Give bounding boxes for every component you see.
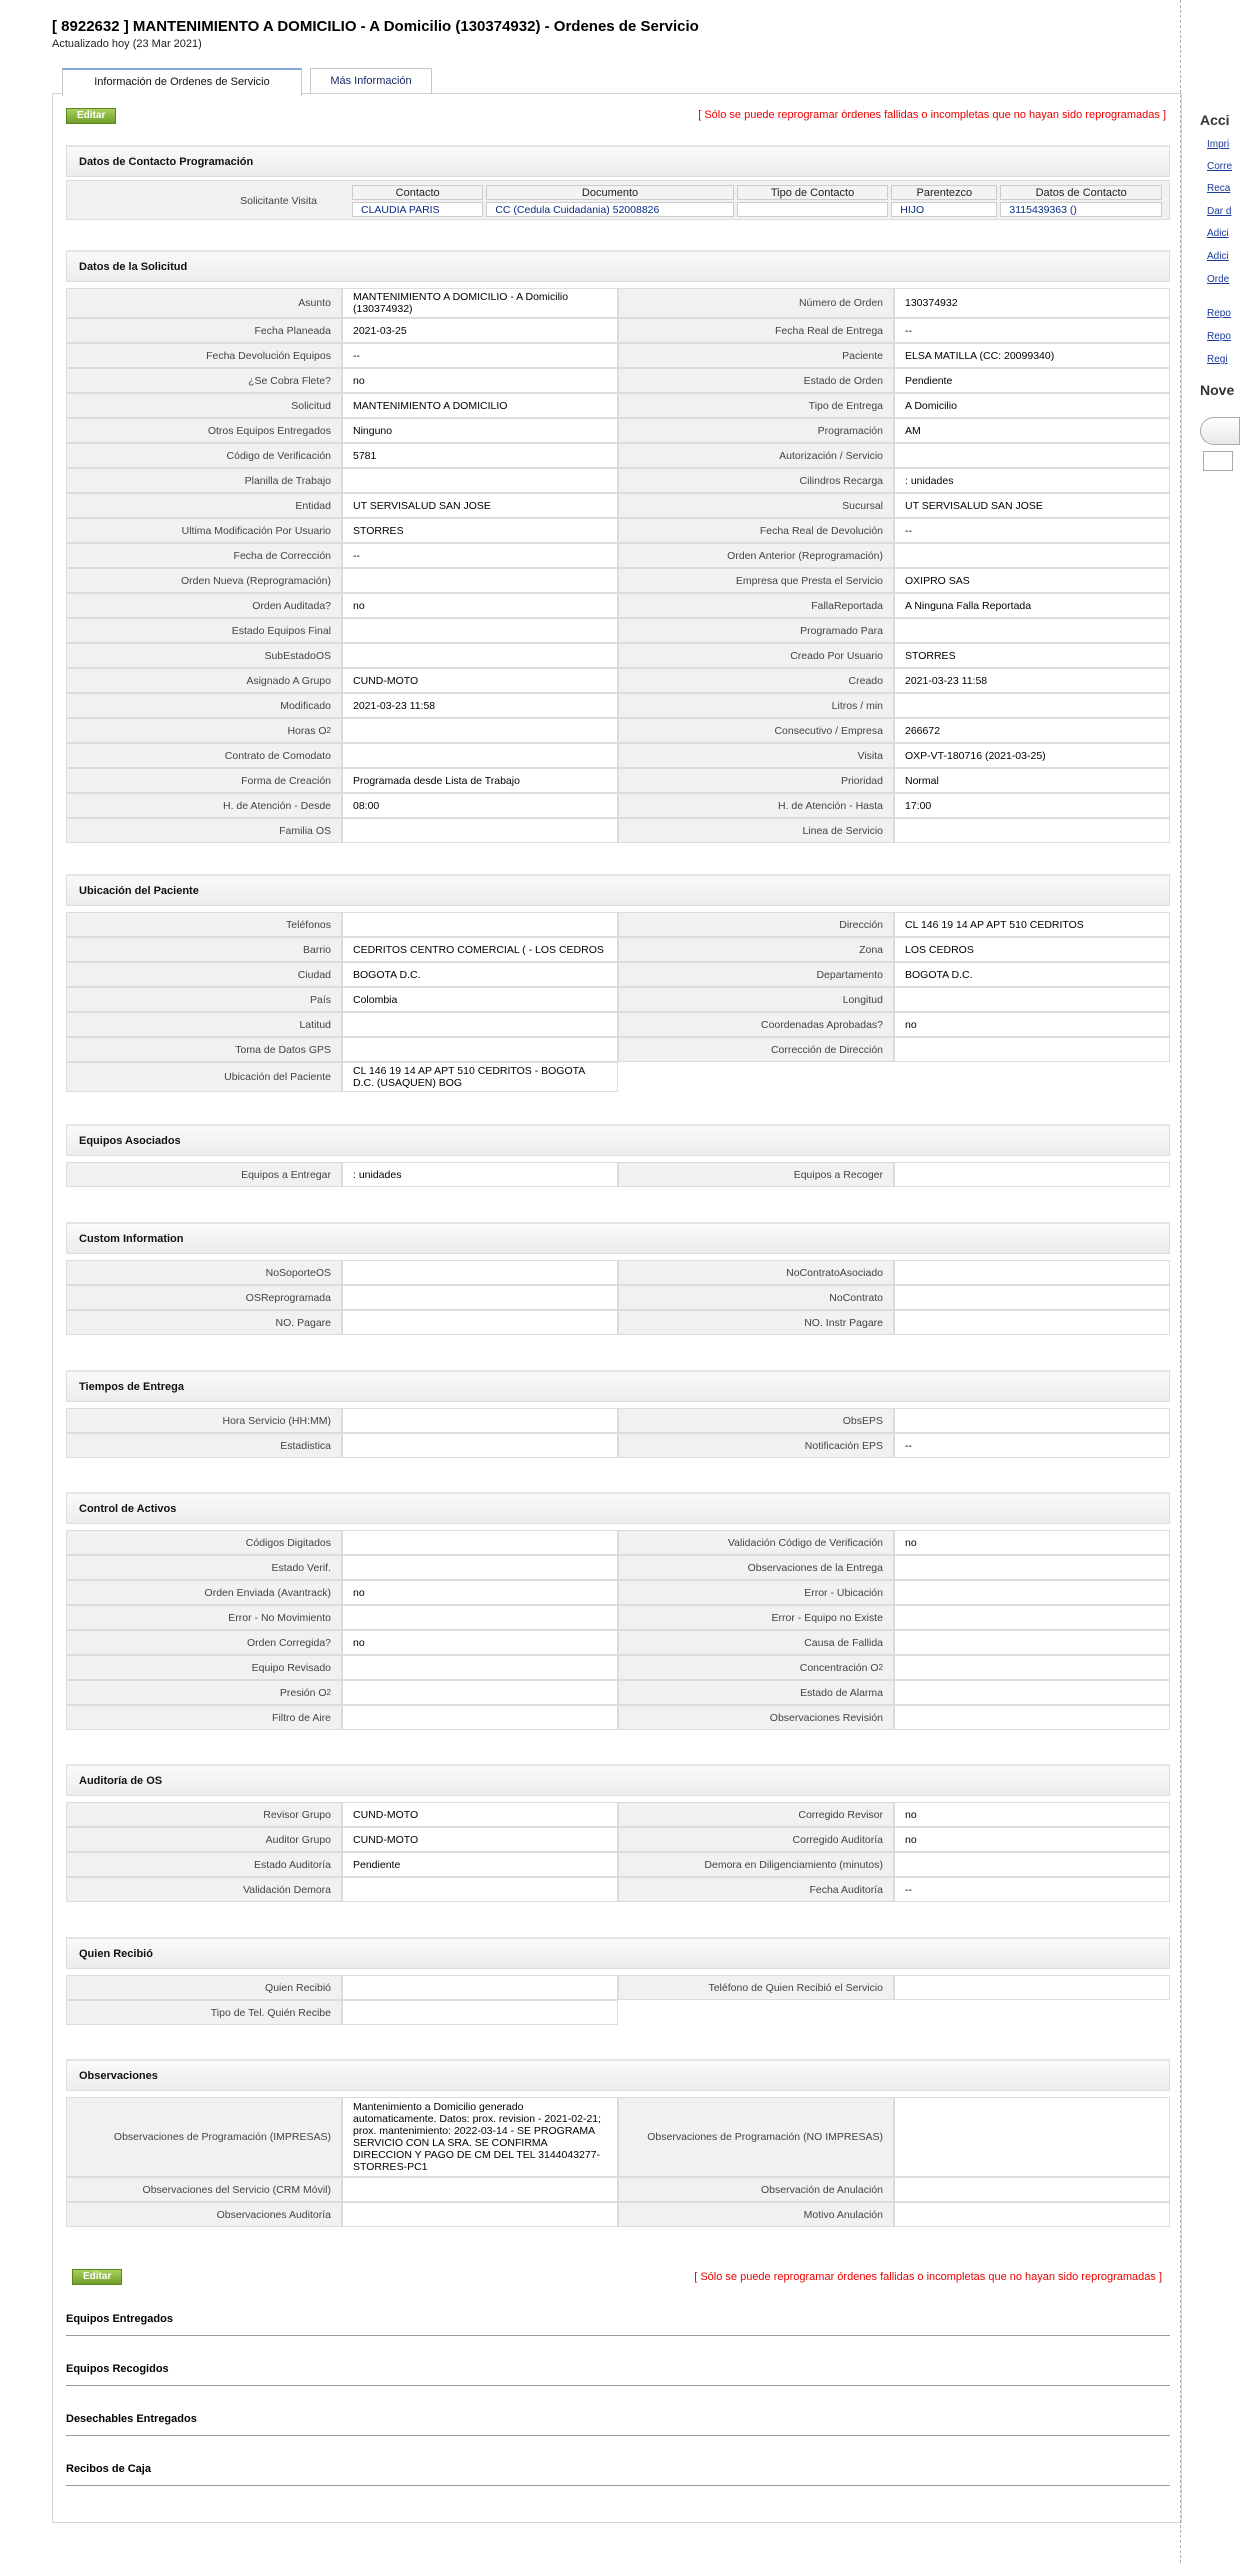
field-label: Ultima Modificación Por Usuario: [66, 518, 342, 543]
empty-cell: [618, 2000, 894, 2025]
field-value: STORRES: [342, 518, 618, 543]
field-value: [894, 543, 1170, 568]
action-link[interactable]: Adici: [1207, 251, 1229, 262]
field-value: [894, 1655, 1170, 1680]
field-label: Corrección de Dirección: [618, 1037, 894, 1062]
field-value: [894, 1630, 1170, 1655]
field-label: Longitud: [618, 987, 894, 1012]
field-label: Causa de Fallida: [618, 1630, 894, 1655]
field-label: ¿Se Cobra Flete?: [66, 368, 342, 393]
field-label: Fecha Devolución Equipos: [66, 343, 342, 368]
field-label: Quien Recibió: [66, 1975, 342, 2000]
field-value: [894, 987, 1170, 1012]
field-value: [894, 1705, 1170, 1730]
field-value: [894, 1555, 1170, 1580]
field-value: no: [894, 1827, 1170, 1852]
action-link[interactable]: Orde: [1207, 274, 1230, 285]
field-value: [894, 1162, 1170, 1187]
field-value: 2021-03-25: [342, 318, 618, 343]
field-label: Programado Para: [618, 618, 894, 643]
field-value: [342, 1433, 618, 1458]
field-value: [894, 2177, 1170, 2202]
field-value: --: [894, 1877, 1170, 1902]
col-header: Datos de Contacto: [1000, 185, 1162, 200]
field-value: --: [894, 1433, 1170, 1458]
field-value: MANTENIMIENTO A DOMICILIO - A Domicilio (130374932): [342, 288, 618, 318]
field-value: [894, 1310, 1170, 1335]
field-value: [342, 912, 618, 937]
field-label: Forma de Creación: [66, 768, 342, 793]
field-label: ObsEPS: [618, 1408, 894, 1433]
section-grid: [66, 1408, 1170, 1458]
field-value: [342, 1260, 618, 1285]
action-link[interactable]: Impri: [1207, 139, 1230, 150]
field-label: Otros Equipos Entregados: [66, 418, 342, 443]
section-header: Ubicación del Paciente: [66, 874, 1170, 906]
field-label: Validación Demora: [66, 1877, 342, 1902]
field-label: País: [66, 987, 342, 1012]
field-label: Fecha Real de Entrega: [618, 318, 894, 343]
field-value: 266672: [894, 718, 1170, 743]
field-value: [342, 1877, 618, 1902]
contact-cell: HIJO: [891, 202, 997, 217]
field-label: Observaciones del Servicio (CRM Móvil): [66, 2177, 342, 2202]
field-label: Familia OS: [66, 818, 342, 843]
field-value: [342, 1037, 618, 1062]
reprogram-warning-top: [ Sólo se puede reprogramar órdenes fallidas o incompletas que no hayan sido reprogramadas ]: [698, 109, 1166, 121]
field-label: Concentración O 2: [618, 1655, 894, 1680]
field-label: Estado Verif.: [66, 1555, 342, 1580]
section-header: Datos de la Solicitud: [66, 250, 1170, 282]
empty-cell: [894, 1062, 1170, 1092]
field-value: [894, 693, 1170, 718]
equipos-recogidos-header: Equipos Recogidos: [66, 2363, 1170, 2386]
field-value: [342, 1555, 618, 1580]
field-value: CL 146 19 14 AP APT 510 CEDRITOS: [894, 912, 1170, 937]
field-label: Consecutivo / Empresa: [618, 718, 894, 743]
recibos-caja-header: Recibos de Caja: [66, 2463, 1170, 2486]
tab-mas-informacion[interactable]: Más Información: [310, 68, 432, 94]
field-value: 2021-03-23 11:58: [894, 668, 1170, 693]
field-label: Planilla de Trabajo: [66, 468, 342, 493]
field-value: [894, 2097, 1170, 2177]
field-value: [894, 618, 1170, 643]
field-label: Observaciones de Programación (NO IMPRESAS): [618, 2097, 894, 2177]
field-value: STORRES: [894, 643, 1170, 668]
field-label: Teléfono de Quien Recibió el Servicio: [618, 1975, 894, 2000]
field-value: BOGOTA D.C.: [342, 962, 618, 987]
field-value: AM: [894, 418, 1170, 443]
field-value: no: [342, 1580, 618, 1605]
field-value: CL 146 19 14 AP APT 510 CEDRITOS - BOGOTA D.C. (USAQUEN) BOG: [342, 1062, 618, 1092]
action-link[interactable]: Corre: [1207, 161, 1233, 172]
field-label: FallaReportada: [618, 593, 894, 618]
solicitante-label: Solicitante Visita: [240, 195, 317, 207]
field-value: [342, 1605, 618, 1630]
field-label: Dirección: [618, 912, 894, 937]
field-label: Estado Equipos Final: [66, 618, 342, 643]
field-label: Estado Auditoría: [66, 1852, 342, 1877]
section-header: Equipos Asociados: [66, 1124, 1170, 1156]
field-value: BOGOTA D.C.: [894, 962, 1170, 987]
field-label: Teléfonos: [66, 912, 342, 937]
field-value: 2021-03-23 11:58: [342, 693, 618, 718]
field-label: SubEstadoOS: [66, 643, 342, 668]
field-label: Estado de Alarma: [618, 1680, 894, 1705]
field-value: no: [894, 1530, 1170, 1555]
field-value: no: [894, 1012, 1170, 1037]
field-label: Estadistica: [66, 1433, 342, 1458]
field-value: --: [894, 518, 1170, 543]
field-label: Equipos a Recoger: [618, 1162, 894, 1187]
col-header: Parentezco: [891, 185, 997, 200]
contact-table: [66, 180, 1170, 220]
col-header: Tipo de Contacto: [737, 185, 889, 200]
field-label: NoContrato: [618, 1285, 894, 1310]
contact-cell: CC (Cedula Cuidadania) 52008826: [486, 202, 733, 217]
field-label: Toma de Datos GPS: [66, 1037, 342, 1062]
field-value: [342, 568, 618, 593]
field-label: Observaciones de Programación (IMPRESAS): [66, 2097, 342, 2177]
page-header: [52, 18, 699, 50]
field-value: CUND-MOTO: [342, 668, 618, 693]
field-label: Fecha Real de Devolución: [618, 518, 894, 543]
field-label: Prioridad: [618, 768, 894, 793]
field-label: Hora Servicio (HH:MM): [66, 1408, 342, 1433]
field-value: [342, 468, 618, 493]
col-header: Contacto: [352, 185, 483, 200]
section-header: Observaciones: [66, 2059, 1170, 2091]
actions-title: Acci: [1200, 112, 1230, 128]
novedades-title: Nove: [1200, 382, 1235, 398]
field-label: Autorización / Servicio: [618, 443, 894, 468]
field-value: [342, 1310, 618, 1335]
field-label: Fecha de Corrección: [66, 543, 342, 568]
field-value: [342, 2000, 618, 2025]
section-grid: [66, 1530, 1170, 1730]
field-label: Fecha Planeada: [66, 318, 342, 343]
field-label: Corregido Revisor: [618, 1802, 894, 1827]
action-link[interactable]: Adici: [1207, 228, 1229, 239]
section-grid: [66, 1975, 1170, 2025]
field-value: Pendiente: [894, 368, 1170, 393]
field-label: Ubicación del Paciente: [66, 1062, 342, 1092]
field-value: [342, 1012, 618, 1037]
field-value: [894, 1680, 1170, 1705]
field-label: Sucursal: [618, 493, 894, 518]
field-value: 08:00: [342, 793, 618, 818]
field-label: Cilindros Recarga: [618, 468, 894, 493]
field-value: [342, 2202, 618, 2227]
section-header: Quien Recibió: [66, 1937, 1170, 1969]
field-value: no: [894, 1802, 1170, 1827]
field-label: H. de Atención - Hasta: [618, 793, 894, 818]
field-label: H. de Atención - Desde: [66, 793, 342, 818]
field-value: Mantenimiento a Domicilio generado automaticamente. Datos: prox. revision - 2021-02-21; prox. mantenimiento: 2022-03-14 - SE PROGRAMA SERVICIO CON LA SRA. SE CONFIRMA DIRECCION Y PAGO DE CM DEL TEL 3144043277- STORRES-PC1: [342, 2097, 618, 2177]
field-value: OXP-VT-180716 (2021-03-25): [894, 743, 1170, 768]
field-label: Orden Enviada (Avantrack): [66, 1580, 342, 1605]
field-value: Normal: [894, 768, 1170, 793]
field-value: [894, 2202, 1170, 2227]
field-label: Código de Verificación: [66, 443, 342, 468]
field-label: Ciudad: [66, 962, 342, 987]
field-value: 5781: [342, 443, 618, 468]
field-value: [342, 1705, 618, 1730]
field-value: no: [342, 368, 618, 393]
field-label: Notificación EPS: [618, 1433, 894, 1458]
field-label: Orden Corregida?: [66, 1630, 342, 1655]
action-link[interactable]: Reca: [1207, 183, 1231, 194]
section-header: Custom Information: [66, 1222, 1170, 1254]
section-header-contacto: Datos de Contacto Programación: [66, 145, 1170, 177]
edit-button-top[interactable]: Editar: [66, 108, 116, 124]
edit-button-bottom[interactable]: Editar: [72, 2269, 122, 2285]
field-label: Barrio: [66, 937, 342, 962]
field-value: no: [342, 1630, 618, 1655]
field-label: Paciente: [618, 343, 894, 368]
field-value: Programada desde Lista de Trabajo: [342, 768, 618, 793]
field-label: Linea de Servicio: [618, 818, 894, 843]
field-value: [342, 1680, 618, 1705]
section-header: Tiempos de Entrega: [66, 1370, 1170, 1402]
action-link[interactable]: Regi: [1207, 354, 1228, 365]
field-value: [894, 1975, 1170, 2000]
field-value: [342, 618, 618, 643]
section-header: Control de Activos: [66, 1492, 1170, 1524]
field-label: Entidad: [66, 493, 342, 518]
field-value: [894, 443, 1170, 468]
action-link[interactable]: Repo: [1207, 308, 1231, 319]
field-value: [894, 1285, 1170, 1310]
field-value: [342, 1408, 618, 1433]
field-label: Orden Anterior (Reprogramación): [618, 543, 894, 568]
field-label: Departamento: [618, 962, 894, 987]
field-label: Visita: [618, 743, 894, 768]
col-header: Documento: [486, 185, 733, 200]
field-label: Revisor Grupo: [66, 1802, 342, 1827]
contact-cell: [737, 202, 889, 217]
field-label: Error - Equipo no Existe: [618, 1605, 894, 1630]
field-value: A Ninguna Falla Reportada: [894, 593, 1170, 618]
field-value: CUND-MOTO: [342, 1827, 618, 1852]
field-label: Observaciones de la Entrega: [618, 1555, 894, 1580]
field-value: [894, 1260, 1170, 1285]
field-value: : unidades: [894, 468, 1170, 493]
field-value: --: [894, 318, 1170, 343]
field-label: Orden Auditada?: [66, 593, 342, 618]
field-label: Presión O 2: [66, 1680, 342, 1705]
field-value: : unidades: [342, 1162, 618, 1187]
field-label: NoSoporteOS: [66, 1260, 342, 1285]
field-value: ELSA MATILLA (CC: 20099340): [894, 343, 1170, 368]
contact-cell: 3115439363 (): [1000, 202, 1162, 217]
field-label: NO. Pagare: [66, 1310, 342, 1335]
field-value: LOS CEDROS: [894, 937, 1170, 962]
field-value: --: [342, 343, 618, 368]
field-value: no: [342, 593, 618, 618]
field-label: Error - No Movimiento: [66, 1605, 342, 1630]
field-label: Asignado A Grupo: [66, 668, 342, 693]
field-value: [342, 743, 618, 768]
field-label: Latitud: [66, 1012, 342, 1037]
section-header: Auditoría de OS: [66, 1764, 1170, 1796]
field-value: 17:00: [894, 793, 1170, 818]
field-label: Zona: [618, 937, 894, 962]
field-label: Orden Nueva (Reprogramación): [66, 568, 342, 593]
field-label: Programación: [618, 418, 894, 443]
field-label: Observaciones Revisión: [618, 1705, 894, 1730]
field-label: Códigos Digitados: [66, 1530, 342, 1555]
field-value: OXIPRO SAS: [894, 568, 1170, 593]
field-value: [894, 1580, 1170, 1605]
field-label: Contrato de Comodato: [66, 743, 342, 768]
field-value: [342, 718, 618, 743]
section-grid: [66, 288, 1170, 843]
field-value: [342, 1285, 618, 1310]
field-value: [894, 1037, 1170, 1062]
field-value: [894, 1408, 1170, 1433]
field-value: A Domicilio: [894, 393, 1170, 418]
field-label: Fecha Auditoría: [618, 1877, 894, 1902]
tab-informacion[interactable]: Información de Ordenes de Servicio: [62, 68, 302, 96]
field-value: [894, 818, 1170, 843]
field-value: UT SERVISALUD SAN JOSE: [342, 493, 618, 518]
section-grid: [66, 1162, 1170, 1187]
action-link[interactable]: Repo: [1207, 331, 1231, 342]
field-label: Horas O 2: [66, 718, 342, 743]
field-label: Observaciones Auditoría: [66, 2202, 342, 2227]
field-label: Empresa que Presta el Servicio: [618, 568, 894, 593]
field-value: Ninguno: [342, 418, 618, 443]
field-value: [894, 1605, 1170, 1630]
field-value: [342, 2177, 618, 2202]
field-label: Demora en Diligenciamiento (minutos): [618, 1852, 894, 1877]
reprogram-warning-bottom: [ Sólo se puede reprogramar órdenes fallidas o incompletas que no hayan sido reprogramadas ]: [694, 2271, 1162, 2283]
field-label: Tipo de Tel. Quién Recibe: [66, 2000, 342, 2025]
field-value: CUND-MOTO: [342, 1802, 618, 1827]
field-label: Equipo Revisado: [66, 1655, 342, 1680]
field-value: [342, 1530, 618, 1555]
contact-cell: CLAUDIA PARIS: [352, 202, 483, 217]
field-value: MANTENIMIENTO A DOMICILIO: [342, 393, 618, 418]
field-label: Validación Código de Verificación: [618, 1530, 894, 1555]
field-label: Error - Ubicación: [618, 1580, 894, 1605]
field-label: Equipos a Entregar: [66, 1162, 342, 1187]
updated-text: Actualizado hoy (23 Mar 2021): [52, 38, 202, 50]
section-grid: [66, 1260, 1170, 1335]
field-value: CEDRITOS CENTRO COMERCIAL ( - LOS CEDROS: [342, 937, 618, 962]
field-value: Colombia: [342, 987, 618, 1012]
desechables-entregados-header: Desechables Entregados: [66, 2413, 1170, 2436]
field-label: Número de Orden: [618, 288, 894, 318]
empty-cell: [618, 1062, 894, 1092]
field-value: 130374932: [894, 288, 1170, 318]
section-grid: [66, 1802, 1170, 1902]
field-value: [342, 818, 618, 843]
section-grid: [66, 912, 1170, 1092]
field-label: OSReprogramada: [66, 1285, 342, 1310]
field-value: [894, 1852, 1170, 1877]
field-value: [342, 643, 618, 668]
field-label: Observación de Anulación: [618, 2177, 894, 2202]
field-label: Motivo Anulación: [618, 2202, 894, 2227]
field-label: Asunto: [66, 288, 342, 318]
novedades-input[interactable]: [1203, 451, 1233, 471]
field-label: Solicitud: [66, 393, 342, 418]
field-value: [342, 1975, 618, 2000]
empty-cell: [894, 2000, 1170, 2025]
field-label: Corregido Auditoría: [618, 1827, 894, 1852]
field-label: Filtro de Aire: [66, 1705, 342, 1730]
field-label: Creado Por Usuario: [618, 643, 894, 668]
field-label: Litros / min: [618, 693, 894, 718]
action-link[interactable]: Dar d: [1207, 206, 1232, 217]
page-title: [ 8922632 ] MANTENIMIENTO A DOMICILIO - A Domicilio (130374932) - Ordenes de Servicio: [52, 18, 699, 35]
field-label: NO. Instr Pagare: [618, 1310, 894, 1335]
field-value: [342, 1655, 618, 1680]
tab-bar: [62, 68, 1162, 94]
field-value: --: [342, 543, 618, 568]
field-label: Modificado: [66, 693, 342, 718]
field-value: Pendiente: [342, 1852, 618, 1877]
field-label: Coordenadas Aprobadas?: [618, 1012, 894, 1037]
field-value: UT SERVISALUD SAN JOSE: [894, 493, 1170, 518]
novedades-toggle[interactable]: [1200, 417, 1240, 445]
section-grid: [66, 2097, 1170, 2227]
field-label: NoContratoAsociado: [618, 1260, 894, 1285]
equipos-entregados-header: Equipos Entregados: [66, 2313, 1170, 2336]
field-label: Creado: [618, 668, 894, 693]
field-label: Estado de Orden: [618, 368, 894, 393]
field-label: Auditor Grupo: [66, 1827, 342, 1852]
field-label: Tipo de Entrega: [618, 393, 894, 418]
